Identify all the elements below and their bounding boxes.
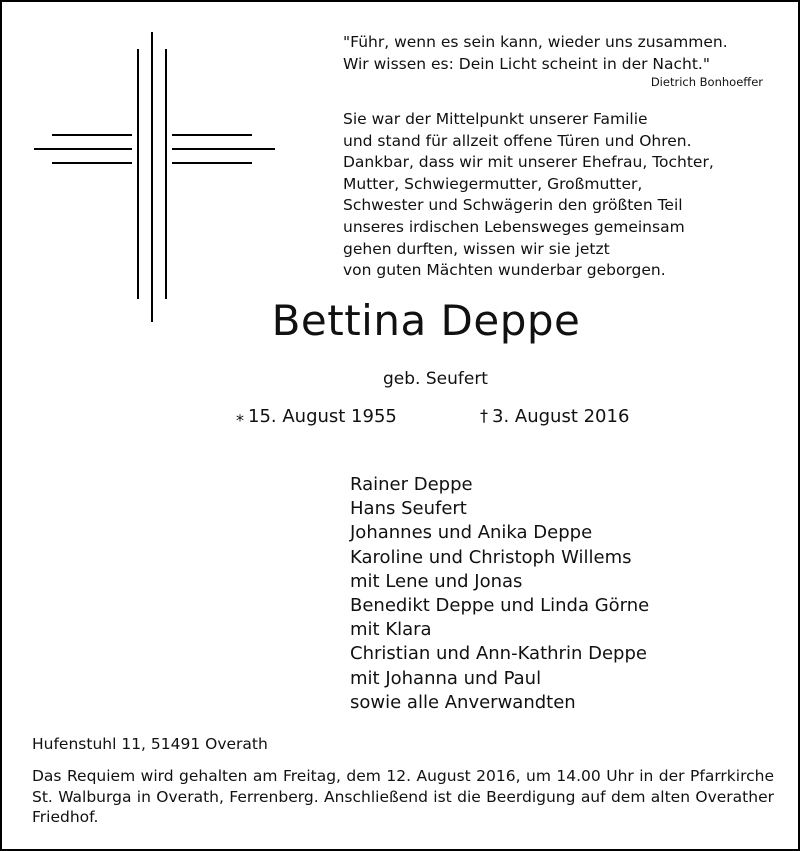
mourner: Hans Seufert: [350, 498, 467, 520]
birth-date: [236, 406, 397, 427]
death-date: [480, 406, 629, 427]
quote-line: Wir wissen es: Dein Licht scheint in der Nacht.": [343, 54, 710, 73]
tribute-line: und stand für allzeit offene Türen und Ohren.: [343, 131, 692, 150]
mourner: mit Johanna und Paul: [350, 667, 542, 689]
mourner: mit Lene und Jonas: [350, 570, 523, 592]
tribute-text: [343, 109, 783, 282]
tribute-line: Mutter, Schwiegermutter, Großmutter,: [343, 174, 643, 193]
mourner: Christian und Ann-Kathrin Deppe: [350, 643, 647, 665]
tribute-line: Dankbar, dass wir mit unserer Ehefrau, Tochter,: [343, 153, 714, 172]
quote: [343, 32, 783, 75]
death-dagger-icon: †: [480, 406, 488, 425]
quote-author: Dietrich Bonhoeffer: [650, 75, 763, 89]
mourner: Benedikt Deppe und Linda Görne: [350, 595, 650, 617]
deceased-name: Bettina Deppe: [271, 296, 581, 345]
quote-line: "Führ, wenn es sein kann, wieder uns zusammen.: [343, 33, 728, 51]
mourner: mit Klara: [350, 619, 432, 641]
mourner: Johannes und Anika Deppe: [350, 522, 593, 544]
tribute-line: unseres irdischen Lebensweges gemeinsam: [343, 217, 685, 236]
mourner: sowie alle Anverwandten: [350, 691, 576, 713]
mourner: Rainer Deppe: [350, 474, 473, 495]
maiden-name: geb. Seufert: [383, 369, 488, 389]
tribute-line: Sie war der Mittelpunkt unserer Familie: [343, 110, 648, 128]
mourners-list: [350, 473, 649, 715]
family-address: Hufenstuhl 11, 51491 Overath: [32, 735, 268, 753]
tribute-line: Schwester und Schwägerin den größten Teil: [343, 196, 683, 215]
birth-date-text: 15. August 1955: [248, 406, 397, 427]
funeral-notice: Das Requiem wird gehalten am Freitag, dem 12. August 2016, um 14.00 Uhr in der Pfarrkirche St. Walburga in Overath, Ferrenberg. Anschließend ist die Beerdigung auf dem alten Overather Friedhof.: [32, 767, 774, 826]
tribute-line: gehen durften, wissen wir sie jetzt: [343, 239, 610, 258]
mourner: Karoline und Christoph Willems: [350, 546, 632, 568]
death-date-text: 3. August 2016: [492, 406, 630, 427]
tribute-line: von guten Mächten wunderbar geborgen.: [343, 261, 666, 280]
birth-star-icon: ⁎: [236, 406, 244, 425]
